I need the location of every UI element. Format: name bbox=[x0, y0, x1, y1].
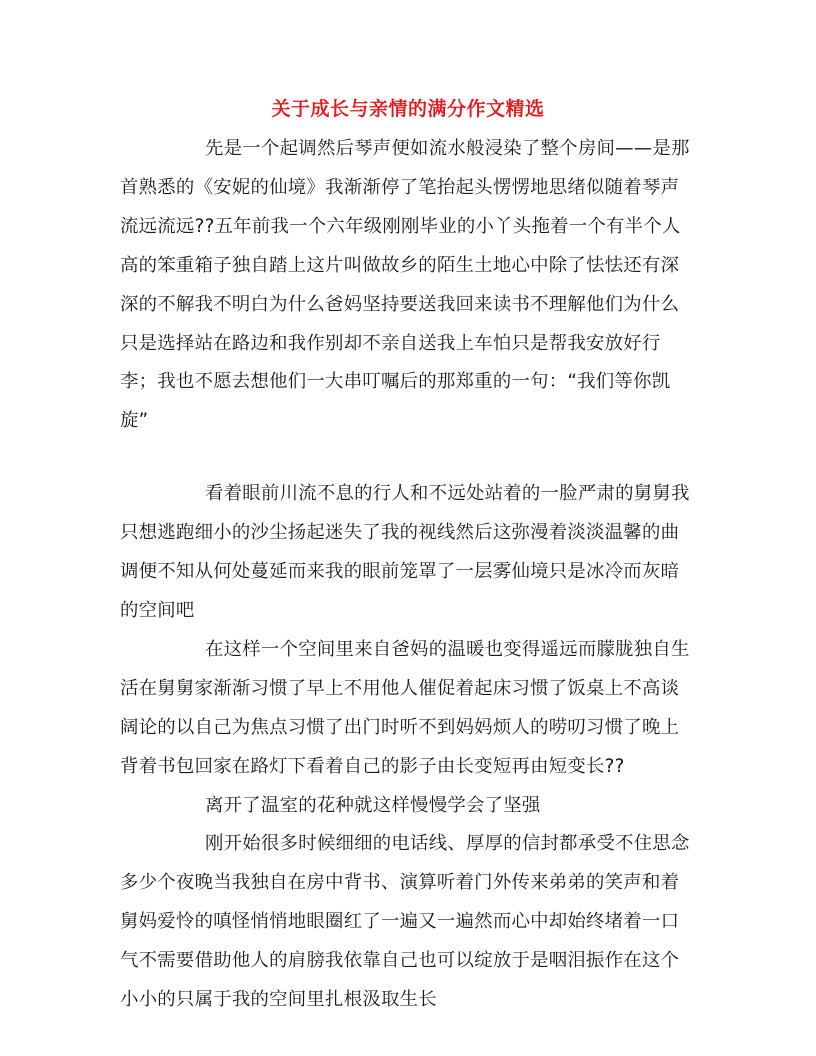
paragraph-4: 离开了温室的花种就这样慢慢学会了坚强 bbox=[205, 794, 541, 816]
document-title: 关于成长与亲情的满分作文精选 bbox=[271, 98, 545, 120]
paragraph-2: 看着眼前川流不息的行人和不远处站着的一脸严肃的舅舅我只想逃跑细小的沙尘扬起迷失了我的视线然后这弥漫着淡淡温馨的曲调便不知从何处蔓延而来我的眼前笼罩了一层雾仙境只是冰冷而灰暗的空间吧 bbox=[120, 483, 690, 621]
paragraph-3: 在这样一个空间里来自爸妈的温暖也变得遥远而朦胧独自生活在舅舅家渐渐习惯了早上不用他人催促着起床习惯了饭桌上不高谈阔论的以自己为焦点习惯了出门时听不到妈妈烦人的唠叨习惯了晚上背着书包回家在路灯下看着自己的影子由长变短再由短变长?? bbox=[120, 638, 690, 777]
paragraph-5: 刚开始很多时候细细的电话线、厚厚的信封都承受不住思念多少个夜晚当我独自在房中背书、演算听着门外传来弟弟的笑声和着舅妈爱怜的嗔怪悄悄地眼圈红了一遍又一遍然而心中却始终堵着一口气不需要借助他人的肩膀我依靠自己也可以绽放于是咽泪振作在这个小小的只属于我的空间里扎根汲取生长 bbox=[120, 833, 690, 1011]
paragraph-1: 先是一个起调然后琴声便如流水般浸染了整个房间——是那首熟悉的《安妮的仙境》我渐渐停了笔抬起头愣愣地思绪似随着琴声流远流远??五年前我一个六年级刚刚毕业的小丫头拖着一个有半个人高的笨重箱子独自踏上这片叫做故乡的陌生土地心中除了怯怯还有深深的不解我不明白为什么爸妈坚持要送我回来读书不理解他们为什么只是选择站在路边和我作别却不亲自送我上车怕只是帮我安放好行李；我也不愿去想他们一大串叮嘱后的那郑重的一句：“我们等你凯旋” bbox=[120, 138, 690, 432]
document-body bbox=[120, 130, 696, 1020]
